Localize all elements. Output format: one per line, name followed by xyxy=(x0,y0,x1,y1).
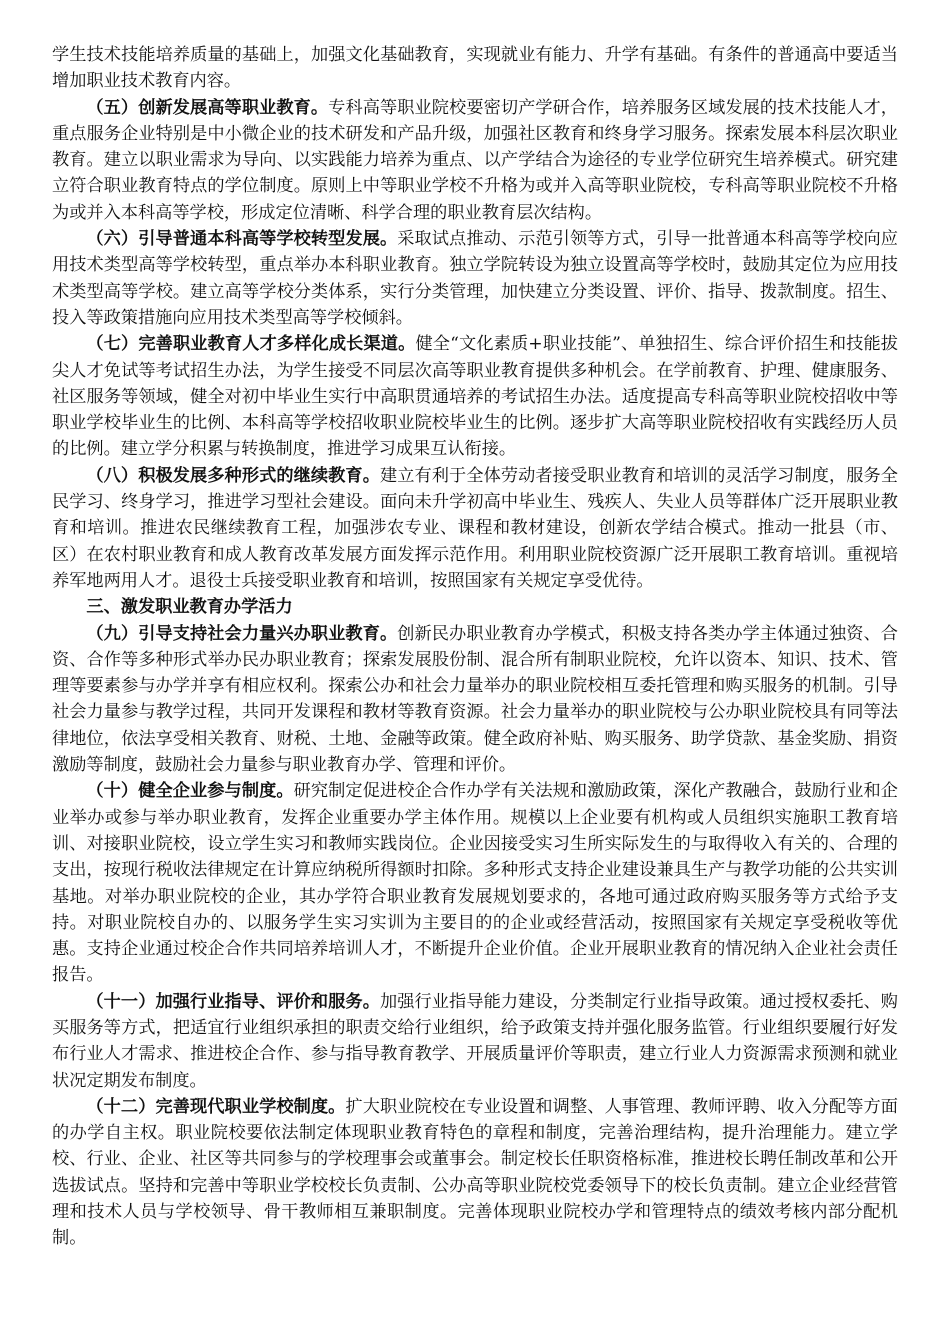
paragraph-text: 扩大职业院校在专业设置和调整、人事管理、教师评聘、收入分配等方面的办学自主权。职业院校要依法制定体现职业教育特色的章程和制度，完善治理结构，提升治理能力。建立学校、行业、企业、社区等共同参与的学校理事会或董事会。制定校长任职资格标准，推进校长聘任制改革和公开选拔试点。坚持和完善中等职业学校校长负责制、公办高等职业院校党委领导下的校长负责制。建立企业经营管理和技术人员与学校领导、骨干教师相互兼职制度。完善体现职业院校办学和管理特点的绩效考核内部分配机制。 xyxy=(52,1096,898,1249)
paragraph-5 xyxy=(52,95,898,226)
paragraph-text: 专科高等职业院校要密切产学研合作，培养服务区域发展的技术技能人才，重点服务企业特别是中小微企业的技术研发和产品升级，加强社区教育和终身学习服务。探索发展本科层次职业教育。建立以职业需求为导向、以实践能力培养为重点、以产学结合为途径的专业学位研究生培养模式。研究建立符合职业教育特点的学位制度。原则上中等职业学校不升格为或并入高等职业院校，专科高等职业院校不升格为或并入本科高等学校，形成定位清晰、科学合理的职业教育层次结构。 xyxy=(52,97,898,223)
paragraph-10 xyxy=(52,778,898,988)
paragraph-text: 学生技术技能培养质量的基础上，加强文化基础教育，实现就业有能力、升学有基础。有条件的普通高中要适当增加职业技术教育内容。 xyxy=(52,45,898,92)
paragraph-text: 健全“文化素质+职业技能”、单独招生、综合评价招生和技能拔尖人才免试等考试招生办法，为学生接受不同层次高等职业教育提供多种机会。在学前教育、护理、健康服务、社区服务等领域，健全对初中毕业生实行中高职贯通培养的考试招生办法。适度提高专科高等职业院校招收中等职业学校毕业生的比例、本科高等学校招收职业院校毕业生的比例。逐步扩大高等职业院校招收有实践经历人员的比例。建立学分积累与转换制度，推进学习成果互认衔接。 xyxy=(52,334,898,460)
paragraph-continued xyxy=(52,42,898,95)
paragraph-text: 加强行业指导能力建设，分类制定行业指导政策。通过授权委托、购买服务等方式，把适宜行业组织承担的职责交给行业组织，给予政策支持并强化服务监管。行业组织要履行好发布行业人才需求、推进校企合作、参与指导教育教学、开展质量评价等职责，建立行业人力资源需求预测和就业状况定期发布制度。 xyxy=(52,991,898,1091)
paragraph-text: 创新民办职业教育办学模式，积极支持各类办学主体通过独资、合资、合作等多种形式举办民办职业教育；探索发展股份制、混合所有制职业院校，允许以资本、知识、技术、管理等要素参与办学并享有相应权利。探索公办和社会力量举办的职业院校相互委托管理和购买服务的机制。引导社会力量参与教学过程，共同开发课程和教材等教育资源。社会力量举办的职业院校与公办职业院校具有同等法律地位，依法享受相关教育、财税、土地、金融等政策。健全政府补贴、购买服务、助学贷款、基金奖励、捐资激励等制度，鼓励社会力量参与职业教育办学、管理和评价。 xyxy=(52,623,898,776)
section-heading: 三、激发职业教育办学活力 xyxy=(86,597,293,618)
paragraph-8 xyxy=(52,463,898,594)
paragraph-heading: （九）引导支持社会力量兴办职业教育。 xyxy=(86,623,398,644)
paragraph-12 xyxy=(52,1094,898,1252)
paragraph-11 xyxy=(52,989,898,1094)
paragraph-9 xyxy=(52,621,898,779)
paragraph-heading: （十）健全企业参与制度。 xyxy=(86,781,294,802)
paragraph-text: 研究制定促进校企合作办学有关法规和激励政策，深化产教融合，鼓励行业和企业举办或参与举办职业教育，发挥企业重要办学主体作用。规模以上企业要有机构或人员组织实施职工教育培训、对接职业院校，设立学生实习和教师实践岗位。企业因接受实习生所实际发生的与取得收入有关的、合理的支出，按现行税收法律规定在计算应纳税所得额时扣除。多种形式支持企业建设兼具生产与教学功能的公共实训基地。对举办职业院校的企业，其办学符合职业教育发展规划要求的，各地可通过政府购买服务等方式给予支持。对职业院校自办的、以服务学生实习实训为主要目的的企业或经营活动，按照国家有关规定享受税收等优惠。支持企业通过校企合作共同培养培训人才，不断提升企业价值。企业开展职业教育的情况纳入企业社会责任报告。 xyxy=(52,781,898,986)
paragraph-heading: （十二）完善现代职业学校制度。 xyxy=(86,1096,346,1117)
paragraph-heading: （十一）加强行业指导、评价和服务。 xyxy=(86,991,380,1012)
paragraph-text: 采取试点推动、示范引领等方式，引导一批普通本科高等学校向应用技术类型高等学校转型，重点举办本科职业教育。独立学院转设为独立设置高等学校时，鼓励其定位为应用技术类型高等学校。建立高等学校分类体系，实行分类管理，加快建立分类设置、评价、指导、拨款制度。招生、投入等政策措施向应用技术类型高等学校倾斜。 xyxy=(52,229,898,328)
paragraph-heading: （五）创新发展高等职业教育。 xyxy=(86,97,329,118)
paragraph-heading: （七）完善职业教育人才多样化成长渠道。 xyxy=(86,334,416,355)
paragraph-7 xyxy=(52,331,898,462)
paragraph-heading: （八）积极发展多种形式的继续教育。 xyxy=(86,465,380,486)
paragraph-heading: （六）引导普通本科高等学校转型发展。 xyxy=(86,229,398,250)
paragraph-6 xyxy=(52,226,898,331)
paragraph-text: 建立有利于全体劳动者接受职业教育和培训的灵活学习制度，服务全民学习、终身学习，推进学习型社会建设。面向未升学初高中毕业生、残疾人、失业人员等群体广泛开展职业教育和培训。推进农民继续教育工程，加强涉农专业、课程和教材建设，创新农学结合模式。推动一批县（市、区）在农村职业教育和成人教育改革发展方面发挥示范作用。利用职业院校资源广泛开展职工教育培训。重视培养军地两用人才。退役士兵接受职业教育和培训，按照国家有关规定享受优待。 xyxy=(52,465,898,591)
